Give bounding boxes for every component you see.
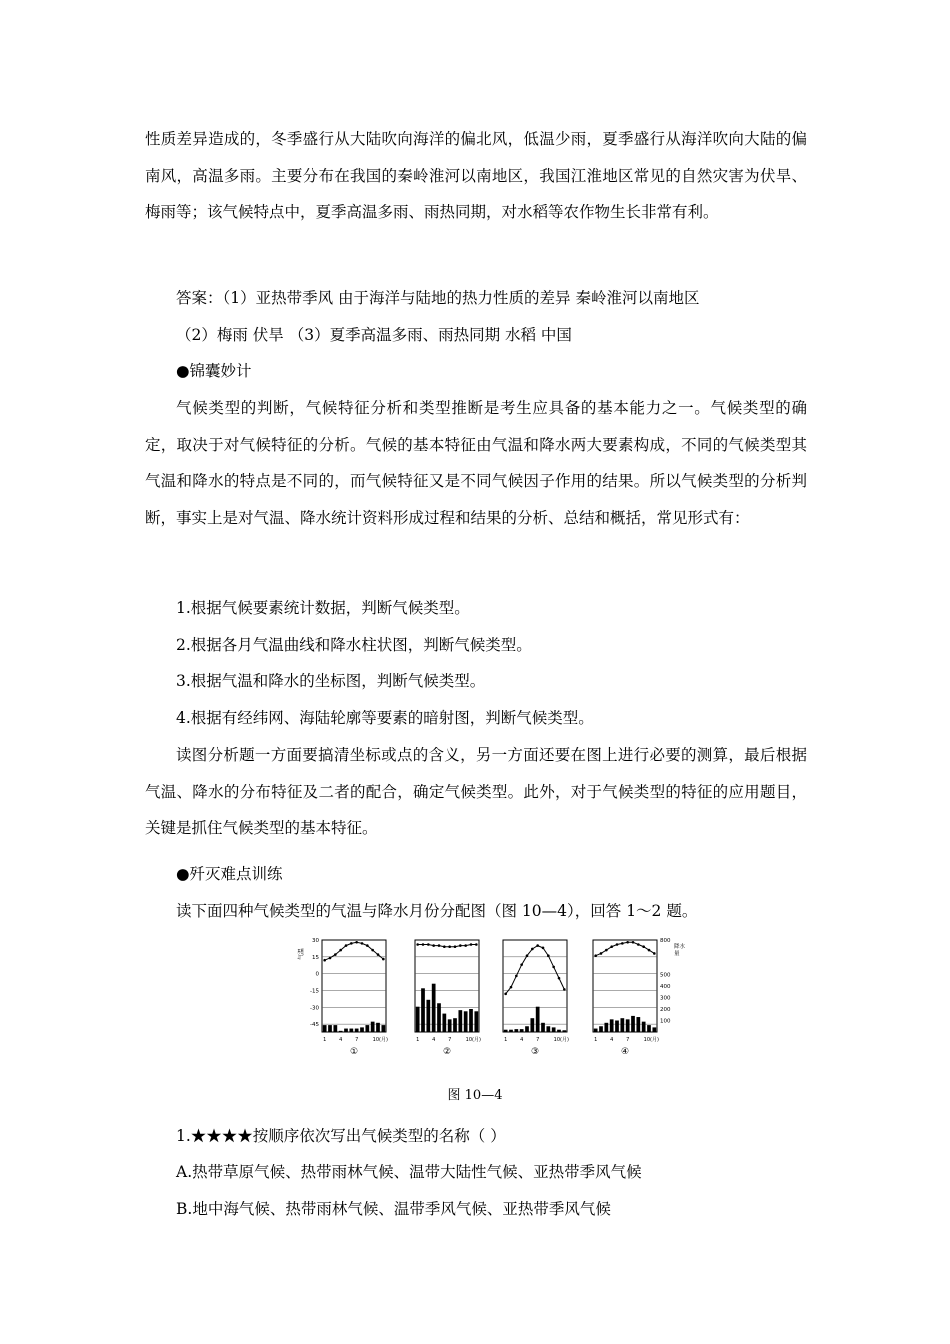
temperature-point — [600, 952, 603, 955]
temperature-point — [339, 949, 342, 952]
temperature-point — [464, 944, 467, 947]
precipitation-bar — [426, 1000, 430, 1032]
left-tick-label: -30 — [310, 1005, 319, 1012]
precipitation-bar — [349, 1029, 353, 1032]
temperature-point — [563, 988, 566, 991]
x-tick-label: 10(月) — [643, 1037, 659, 1043]
temperature-point — [626, 941, 629, 944]
x-tick-label: 4 — [610, 1037, 614, 1043]
right-tick-label: 800 — [660, 938, 671, 944]
right-tick-label: 300 — [660, 995, 671, 1002]
temperature-point — [637, 943, 640, 946]
precipitation-bar — [514, 1029, 518, 1032]
x-tick-label: 4 — [432, 1037, 436, 1043]
temperature-point — [526, 954, 529, 957]
precipitation-bar — [636, 1017, 640, 1032]
precipitation-bar — [344, 1029, 348, 1032]
precipitation-bar — [525, 1026, 529, 1032]
temperature-point — [510, 986, 513, 989]
x-tick-label: 4 — [339, 1037, 343, 1043]
precipitation-bar — [620, 1018, 624, 1032]
precipitation-bar — [631, 1016, 635, 1032]
x-tick-label: 1 — [504, 1037, 508, 1043]
right-tick-label: 500 — [660, 972, 671, 979]
precipitation-bar — [594, 1029, 598, 1032]
precipitation-bar — [339, 1031, 343, 1032]
temperature-point — [355, 941, 358, 944]
precipitation-bar — [453, 1018, 457, 1032]
temperature-point — [345, 944, 348, 947]
temperature-point — [642, 945, 645, 948]
precipitation-bar — [328, 1025, 332, 1032]
temperature-point — [427, 943, 430, 946]
option-b: B.地中海气候、热带雨林气候、温带季风气候、亚热带季风气候 — [176, 1200, 611, 1218]
precipitation-bar — [448, 1019, 452, 1032]
answer-line-2: （2）梅雨 伏旱 （3）夏季高温多雨、雨热同期 水稻 中国 — [176, 326, 572, 344]
temperature-point — [438, 944, 441, 947]
precipitation-bar — [552, 1027, 556, 1032]
temperature-point — [547, 954, 550, 957]
panel-label: ④ — [620, 1047, 630, 1057]
precipitation-bar — [442, 1014, 446, 1032]
right-tick-label: 200 — [660, 1007, 671, 1013]
temperature-point — [422, 943, 425, 946]
answer-line-1: 答案：（1）亚热带季风 由于海洋与陆地的热力性质的差异 秦岭淮河以南地区 — [176, 289, 700, 307]
temperature-point — [382, 958, 385, 961]
temperature-point — [366, 944, 369, 947]
left-axis-label: 气温 — [298, 947, 305, 961]
tips-heading: ●锦囊妙计 — [176, 362, 252, 380]
option-a: A.热带草原气候、热带雨林气候、温带大陆性气候、亚热带季风气候 — [176, 1163, 642, 1181]
left-tick-label: -15 — [310, 988, 319, 995]
temperature-point — [350, 942, 353, 945]
temperature-point — [515, 975, 518, 978]
temperature-point — [454, 945, 457, 948]
precipitation-bar — [615, 1021, 619, 1033]
temperature-point — [621, 942, 624, 945]
figure-caption: 图 10—4 — [447, 1088, 503, 1103]
precipitation-bar — [474, 1011, 478, 1032]
temperature-point — [653, 952, 656, 955]
list-item-1: 1.根据气候要素统计数据，判断气候类型。 — [176, 599, 470, 617]
temperature-point — [377, 953, 380, 956]
x-tick-label: 10(月) — [465, 1037, 481, 1043]
temperature-point — [558, 977, 561, 980]
precipitation-bar — [652, 1027, 656, 1032]
temperature-point — [329, 957, 332, 960]
temperature-line — [596, 942, 655, 955]
precipitation-bar — [599, 1026, 603, 1032]
question-intro: 读下面四种气候类型的气温与降水月份分配图（图 10—4），回答 1～2 题。 — [176, 902, 698, 920]
precipitation-bar — [642, 1022, 646, 1032]
temperature-point — [542, 947, 545, 950]
paragraph-climate-features: 性质差异造成的，冬季盛行从大陆吹向海洋的偏北风，低温少雨，夏季盛行从海洋吹向大陆的偏南风，高温多雨。主要分布在我国的秦岭淮河以南地区，我国江淮地区常见的自然灾害为伏旱、梅雨等；该气候特点中，夏季高温多雨、雨热同期，对水稻等农作物生长非常有利。 — [145, 130, 807, 221]
panel-label: ① — [349, 1047, 359, 1057]
x-tick-label: 4 — [520, 1037, 524, 1043]
precipitation-bar — [416, 1007, 420, 1032]
x-tick-label: 1 — [416, 1037, 420, 1043]
precipitation-bar — [376, 1023, 380, 1032]
panel-label: ③ — [530, 1047, 540, 1057]
temperature-point — [432, 944, 435, 947]
training-heading: ●歼灭难点训练 — [176, 865, 283, 883]
chart-frame — [593, 940, 657, 1032]
temperature-line — [325, 942, 384, 960]
precipitation-bar — [333, 1025, 337, 1032]
x-tick-label: 7 — [626, 1037, 630, 1043]
temperature-point — [504, 993, 507, 996]
precipitation-bar — [323, 1025, 327, 1032]
temperature-point — [416, 943, 419, 946]
precipitation-bar — [437, 1003, 441, 1032]
temperature-point — [371, 949, 374, 952]
temperature-point — [594, 954, 597, 957]
precipitation-bar — [458, 1010, 462, 1032]
precipitation-bar — [647, 1025, 651, 1032]
x-tick-label: 7 — [448, 1037, 452, 1043]
precipitation-bar — [536, 1007, 540, 1032]
precipitation-bar — [464, 1011, 468, 1032]
precipitation-bar — [530, 1018, 534, 1032]
precipitation-bar — [604, 1023, 608, 1032]
right-axis-label-rest: 量 — [674, 951, 680, 957]
precipitation-bar — [432, 984, 436, 1032]
precipitation-bar — [626, 1019, 630, 1032]
precipitation-bar — [504, 1030, 508, 1032]
temperature-point — [459, 944, 462, 947]
precipitation-bar — [562, 1030, 566, 1032]
precipitation-bar — [509, 1030, 513, 1032]
question-1: 1.★★★★按顺序依次写出气候类型的名称（ ） — [176, 1127, 506, 1145]
temperature-point — [632, 941, 635, 944]
list-item-3: 3.根据气温和降水的坐标图，判断气候类型。 — [176, 672, 486, 690]
right-axis-label: 降水 — [674, 944, 686, 950]
x-tick-label: 10(月) — [372, 1037, 388, 1043]
temperature-point — [448, 945, 451, 948]
temperature-point — [520, 963, 523, 966]
temperature-line — [418, 944, 477, 946]
temperature-point — [648, 949, 651, 952]
precipitation-bar — [365, 1025, 369, 1032]
climate-charts-figure — [298, 932, 686, 1062]
temperature-point — [610, 945, 613, 948]
right-tick-label: 400 — [660, 984, 671, 990]
x-tick-label: 1 — [594, 1037, 598, 1043]
precipitation-bar — [355, 1029, 359, 1032]
x-tick-label: 7 — [355, 1037, 359, 1043]
precipitation-bar — [610, 1019, 614, 1032]
x-tick-label: 10(月) — [553, 1037, 569, 1043]
temperature-line — [506, 946, 565, 994]
left-tick-label: 15 — [312, 954, 319, 961]
panel-label: ② — [442, 1047, 452, 1057]
precipitation-bar — [469, 1009, 473, 1032]
x-tick-label: 7 — [536, 1037, 540, 1043]
temperature-point — [334, 953, 337, 956]
temperature-point — [475, 943, 478, 946]
precipitation-bar — [381, 1025, 385, 1032]
list-item-2: 2.根据各月气温曲线和降水柱状图，判断气候类型。 — [176, 636, 532, 654]
paragraph-reading: 读图分析题一方面要搞清坐标或点的含义，另一方面还要在图上进行必要的测算，最后根据气温、降水的分布特征及二者的配合，确定气候类型。此外，对于气候类型的特征的应用题目，关键是抓住气候类型的基本特征。 — [145, 746, 807, 837]
climate-charts-svg — [298, 932, 686, 1062]
list-item-4: 4.根据有经纬网、海陆轮廓等要素的暗射图，判断气候类型。 — [176, 709, 594, 727]
x-tick-label: 1 — [323, 1037, 327, 1043]
temperature-point — [616, 943, 619, 946]
precipitation-bar — [546, 1026, 550, 1032]
temperature-point — [443, 945, 446, 948]
chart-frame — [503, 940, 567, 1032]
temperature-point — [323, 959, 326, 962]
temperature-point — [531, 948, 534, 951]
left-tick-label: 30 — [312, 938, 319, 944]
left-tick-label: 0 — [315, 971, 319, 978]
paragraph-tips: 气候类型的判断，气候特征分析和类型推断是考生应具备的基本能力之一。气候类型的确定，取决于对气候特征的分析。气候的基本特征由气温和降水两大要素构成，不同的气候类型其气温和降水的特点是不同的，而气候特征又是不同气候因子作用的结果。所以气候类型的分析判断，事实上是对气温、降水统计资料形成过程和结果的分析、总结和概括，常见形式有： — [145, 399, 807, 527]
precipitation-bar — [360, 1027, 364, 1032]
temperature-point — [470, 943, 473, 946]
precipitation-bar — [421, 988, 425, 1032]
right-tick-label: 100 — [660, 1018, 671, 1025]
precipitation-bar — [541, 1023, 545, 1032]
precipitation-bar — [520, 1029, 524, 1032]
precipitation-bar — [557, 1030, 561, 1032]
temperature-point — [605, 949, 608, 952]
temperature-point — [361, 942, 364, 945]
left-tick-label: -45 — [310, 1022, 319, 1029]
temperature-point — [536, 944, 539, 947]
precipitation-bar — [371, 1022, 375, 1032]
temperature-point — [552, 966, 555, 969]
